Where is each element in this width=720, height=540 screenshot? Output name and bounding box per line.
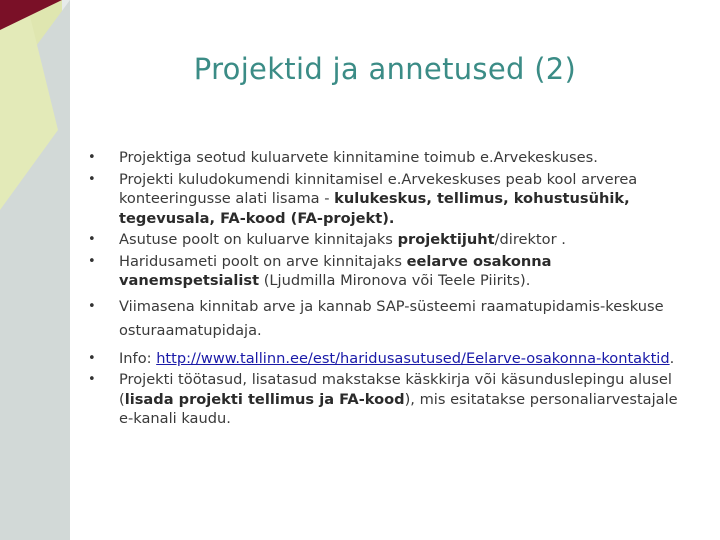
bullet-icon: • — [88, 298, 96, 314]
bullet-text: . — [669, 349, 675, 367]
bullet-item — [88, 148, 688, 168]
bullet-text: Projekti töötasud, lisatasud makstakse käskkirja või käsunduslepingu alusel ( — [119, 371, 672, 408]
bullet-item — [88, 349, 688, 369]
bullet-text: Projekti kuludokumendi kinnitamisel e.Arvekeskuses peab kool arverea konteeringusse alati lisama - — [119, 170, 638, 207]
bullet-bold-text: projektijuht — [397, 231, 495, 248]
bullet-bold-text: kulukeskus, tellimus, kohustusühik, tegevusala, FA-kood (FA-projekt). — [119, 190, 630, 227]
bullet-text: (Ljudmilla Mironova või Teele Piirits). — [259, 272, 531, 289]
bullet-bold-text: eelarve osakonna vanemspetsialist — [119, 252, 552, 289]
bullet-item — [88, 295, 688, 343]
bullet-text: Projektiga seotud kuluarvete kinnitamine toimub e.Arvekeskuses. — [119, 149, 598, 166]
bullet-text: Asutuse poolt on kuluarve kinnitajaks — [119, 231, 398, 248]
bullet-text: ), mis esitatakse personaliarvestajale e-kanali kaudu. — [119, 390, 678, 427]
slide-title: Projektid ja annetused (2) — [193, 52, 577, 86]
bullet-icon: • — [88, 150, 96, 165]
bullet-item — [88, 230, 688, 250]
bullet-text: Viimasena kinnitab arve ja kannab SAP-süsteemi raamatupidamis-keskuse osturaamatupidaja. — [119, 297, 664, 339]
bullet-bold-text: lisada projekti tellimus ja FA-kood — [124, 390, 405, 408]
bullet-icon: • — [88, 372, 96, 387]
info-link[interactable]: http://www.tallinn.ee/est/haridusasutused/Eelarve-osakonna-kontaktid — [156, 349, 670, 367]
bullet-icon: • — [88, 171, 96, 187]
bullet-text: Haridusameti poolt on arve kinnitajaks — [119, 252, 407, 270]
bullet-icon: • — [88, 232, 96, 247]
bullet-text: Info: — [119, 349, 157, 367]
bullet-text: /direktor . — [494, 231, 566, 248]
bullet-item — [88, 370, 688, 429]
bullet-item — [88, 170, 688, 229]
bullet-item — [88, 252, 688, 291]
bullet-icon: • — [88, 253, 96, 269]
bullet-icon: • — [88, 350, 96, 366]
bullet-list — [88, 148, 688, 429]
